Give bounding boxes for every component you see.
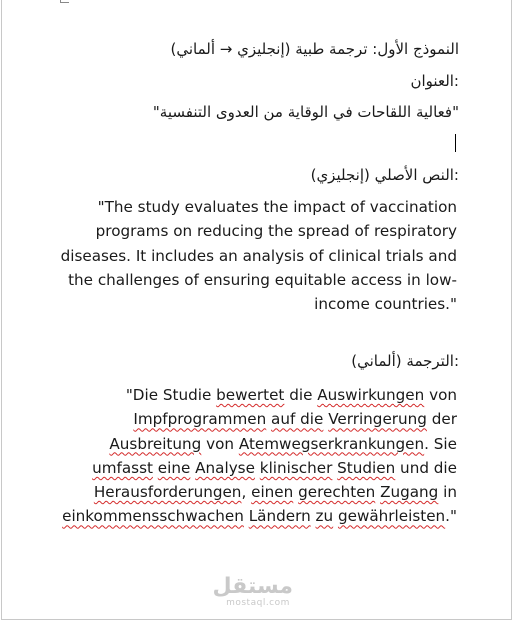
page-corner-mark (60, 0, 69, 3)
misspelled-word[interactable]: Impfprogrammen (133, 410, 267, 429)
text-cursor (455, 134, 456, 152)
original-line: diseases. It includes an analysis of clinical trials and (60, 246, 457, 265)
text-segment: in (438, 483, 457, 502)
misspelled-word[interactable]: auf die (271, 410, 324, 429)
misspelled-word[interactable]: Atemwegserkrankungen (238, 434, 425, 453)
original-text-label: :النص الأصلي (إنجليزي) (310, 166, 459, 184)
misspelled-word[interactable]: Zugang (380, 483, 439, 502)
watermark-main-text: مستقل (212, 574, 293, 599)
misspelled-word[interactable]: umfasst (92, 458, 153, 477)
misspelled-word[interactable]: Analyse (195, 458, 255, 477)
misspelled-word[interactable]: Auswirkungen (317, 386, 425, 404)
misspelled-word[interactable]: gerechten (298, 483, 376, 502)
title-value: "فعالية اللقاحات في الوقاية من العدوى التنفسية" (152, 103, 459, 121)
misspelled-word[interactable]: Ausbreitung (109, 434, 202, 453)
text-segment: von (424, 386, 457, 404)
original-line: programs on reducing the spread of respiratory (95, 222, 457, 241)
original-line: income countries." (314, 295, 457, 314)
misspelled-word[interactable]: Herausforderungen (93, 483, 242, 502)
misspelled-word[interactable]: gewährleisten (337, 507, 446, 526)
misspelled-word[interactable]: Studien (337, 458, 396, 477)
misspelled-word[interactable]: eine (157, 458, 191, 477)
title-label: :العنوان (410, 72, 459, 90)
text-segment: die (284, 386, 318, 404)
original-line: "The study evaluates the impact of vaccination (97, 198, 457, 216)
translation-line (62, 383, 457, 407)
translation-label: :الترجمة (ألماني) (351, 352, 459, 370)
original-line: the challenges of ensuring equitable access in low- (68, 270, 457, 289)
text-segment: und die (395, 458, 457, 477)
text-segment: der (426, 410, 457, 429)
misspelled-word[interactable]: einen (251, 483, 294, 502)
misspelled-word[interactable]: bewertet (216, 386, 285, 404)
misspelled-word[interactable]: Verringerung (328, 410, 427, 429)
original-text-paragraph[interactable] (61, 195, 457, 316)
misspelled-word[interactable]: einkommensschwachen (62, 507, 244, 526)
text-segment: ." (445, 507, 457, 526)
section-heading: النموذج الأول: ترجمة طبية (إنجليزي → ألماني) (170, 40, 459, 58)
watermark-sub-text: mostaql.com (226, 598, 290, 608)
text-segment: , (241, 483, 252, 502)
mostaql-watermark-logo (212, 574, 293, 608)
misspelled-word[interactable]: Ländern (248, 507, 311, 526)
translation-line (62, 480, 457, 504)
translation-line (62, 407, 457, 431)
translation-line (62, 456, 457, 480)
translation-line (62, 504, 457, 528)
translation-line (62, 432, 457, 456)
text-segment: . Sie (424, 434, 457, 453)
misspelled-word[interactable]: klinischer (259, 458, 333, 477)
text-segment: "Die Studie (125, 386, 217, 404)
translation-paragraph[interactable] (62, 383, 457, 529)
text-segment: von (201, 434, 239, 453)
misspelled-word[interactable]: zu (315, 507, 334, 526)
